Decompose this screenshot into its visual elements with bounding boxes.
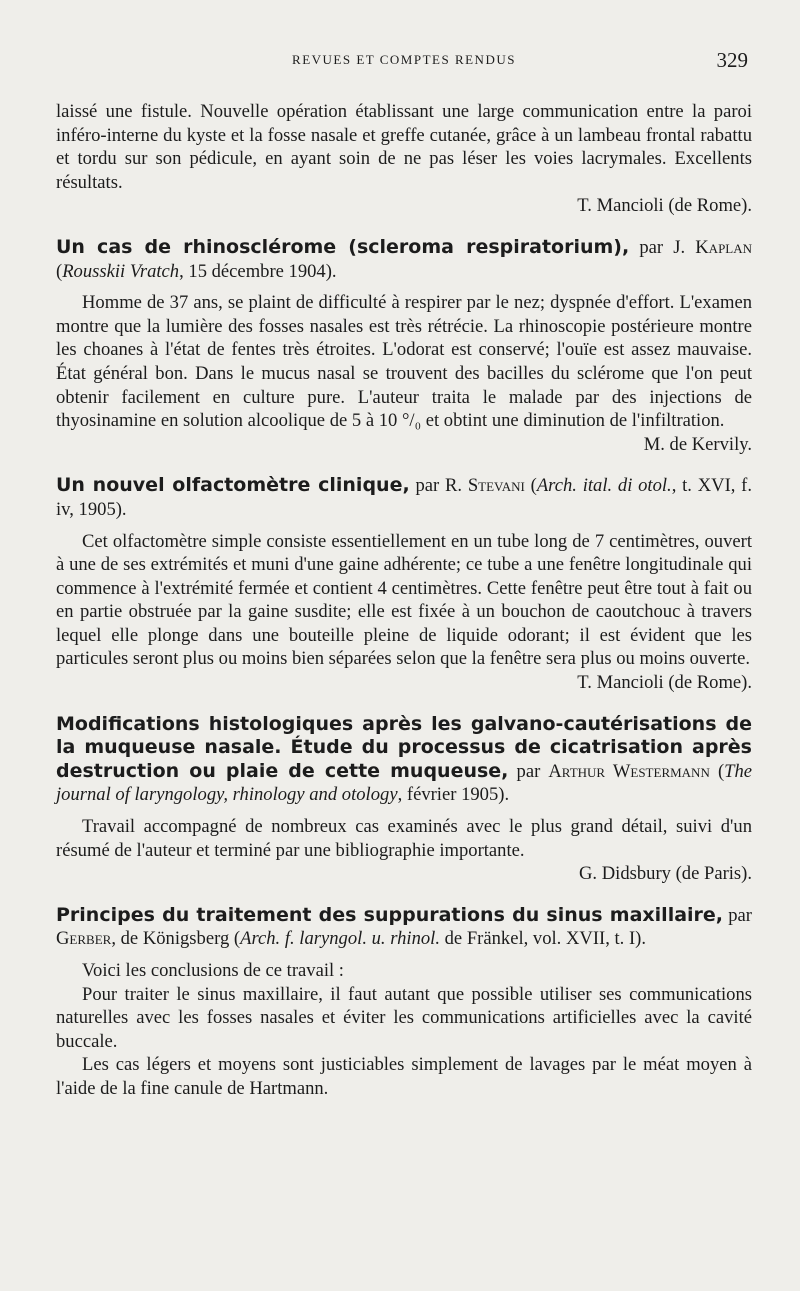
- source-journal: Rousskii Vratch: [62, 260, 180, 282]
- author-name: Gerber: [56, 928, 112, 950]
- page-number: 329: [716, 48, 748, 72]
- source-date: , 15 décembre 1904).: [179, 260, 337, 282]
- article-paragraph: Les cas légers et moyens sont justiciables simplement de lavages par le méat moyen à l'aide de la fine canule de Hartmann.: [56, 1054, 752, 1099]
- source-date: de Fränkel, vol. XVII, t. I).: [439, 928, 647, 950]
- intro-signature: T. Mancioli (de Rome).: [577, 195, 752, 217]
- article-rhinosclerome: [56, 236, 752, 456]
- author-name: Kaplan: [695, 236, 753, 258]
- intro-paragraph: laissé une fistule. Nouvelle opération établissant une large communication entre la paroi inféro-interne du kyste et la fosse nasale et greffe cutanée, grâce à un lambeau frontal rabattu et tordu sur son pédicule, en ayant soin de ne pas léser les voies lacrymales. Excellents résultats.: [56, 101, 752, 193]
- article-title: Principes du traitement des suppurations du sinus maxillaire,: [56, 903, 724, 926]
- article-paragraph: Travail accompagné de nombreux cas examinés avec le plus grand détail, suivi d'un résumé de l'auteur et terminé par une bibliographie importante.: [56, 816, 752, 861]
- source-journal: Arch. f. laryngol. u. rhinol.: [240, 928, 440, 950]
- byline-prefix: par R.: [415, 475, 463, 497]
- source-journal: Arch. ital. di otol.: [536, 475, 672, 497]
- author-name: Arthur Westermann: [548, 760, 710, 782]
- article-signature: M. de Kervily.: [643, 433, 752, 455]
- article-title-line: Un nouvel olfactomètre clinique, par R. Stevani (Arch. ital. di otol., t. XVI, f. iv, 1905).: [56, 474, 753, 520]
- author-name: Stevani: [467, 475, 525, 497]
- byline-prefix: par: [728, 904, 752, 926]
- author-location: , de Königsberg: [111, 928, 230, 950]
- article-title: Modifications histologiques après les galvano-cautérisations de la muqueuse nasale. Étude du processus de cicatrisation après destruction ou plaie de cette muqueuse,: [56, 712, 752, 782]
- article-paragraph: Cet olfactomètre simple consiste essentiellement en un tube long de 7 centimètres, ouvert à une de ses extrémités et muni d'une gaine adhérente; ce tube a une fenêtre longitudinale qui commence à l'extrémité fermée et contient 4 centimètres. Cette fenêtre peut être tout à fait ou en partie obstruée par la gaine susdite; elle est fixée à un bouchon de caoutchouc à travers lequel elle plonge dans une bouteille pleine de liquide odorant; il est évident que les particules seront plus ou moins bien séparées selon que la fenêtre sera plus ou moins ouverte.: [56, 530, 752, 670]
- article-galvanocauterisation: [56, 713, 752, 886]
- article-signature: G. Didsbury (de Paris).: [579, 863, 752, 885]
- source-date: , février 1905).: [397, 784, 510, 806]
- running-title: REVUES ET COMPTES RENDUS: [292, 52, 516, 67]
- article-sinus-maxillaire: [56, 904, 752, 1101]
- source-journal: The journal of laryngology, rhinology and otology: [56, 760, 753, 806]
- byline-prefix: par J.: [639, 236, 686, 258]
- article-title: Un nouvel olfactomètre clinique,: [56, 474, 410, 497]
- article-paragraph: Homme de 37 ans, se plaint de difficulté à respirer par le nez; dyspnée d'effort. L'examen montre que la lumière des fosses nasales est très rétrécie. La rhinoscopie postérieure montre les choanes à l'état de fentes très étroites. L'odorat est conservé; l'ouïe est assez mauvaise. État général bon. Dans le mucus nasal se trouvent des bacilles du sclérome que l'on peut obtenir facilement en culture pure. L'auteur traita le malade par des injections de thyosinamine en solution alcoolique de 5 à 10 °/₀ et obtint une diminution de l'infiltration.: [56, 292, 752, 432]
- article-title-line: Un cas de rhinosclérome (scleroma respiratorium), par J. Kaplan (Rousskii Vratch, 15 décembre 1904).: [56, 235, 753, 282]
- source-date: , t. XVI, f. iv, 1905).: [56, 475, 753, 520]
- article-paragraph: Voici les conclusions de ce travail :: [82, 960, 344, 981]
- article-paragraph: Pour traiter le sinus maxillaire, il faut autant que possible utiliser ses communications naturelles avec les fosses nasales et éviter les communications artificielles avec la cavité buccale.: [56, 983, 752, 1052]
- article-title: Un cas de rhinosclérome (scleroma respiratorium),: [56, 235, 630, 258]
- intro-section: [56, 100, 752, 218]
- article-olfactometre: [56, 474, 752, 694]
- running-head: [56, 48, 752, 82]
- byline-prefix: par: [516, 760, 541, 782]
- article-title-line: Principes du traitement des suppurations du sinus maxillaire, par Gerber, de Königsberg (Arch. f. laryngol. u. rhinol. de Fränkel, vol. XVII, t. I).: [56, 903, 752, 950]
- article-signature: T. Mancioli (de Rome).: [577, 672, 752, 694]
- article-title-line: Modifications histologiques après les galvano-cautérisations de la muqueuse nasale. Étude du processus de cicatrisation après destruction ou plaie de cette muqueuse, par Arthur Westermann (The journal of laryngology, rhinology and otology, février 1905).: [56, 712, 753, 806]
